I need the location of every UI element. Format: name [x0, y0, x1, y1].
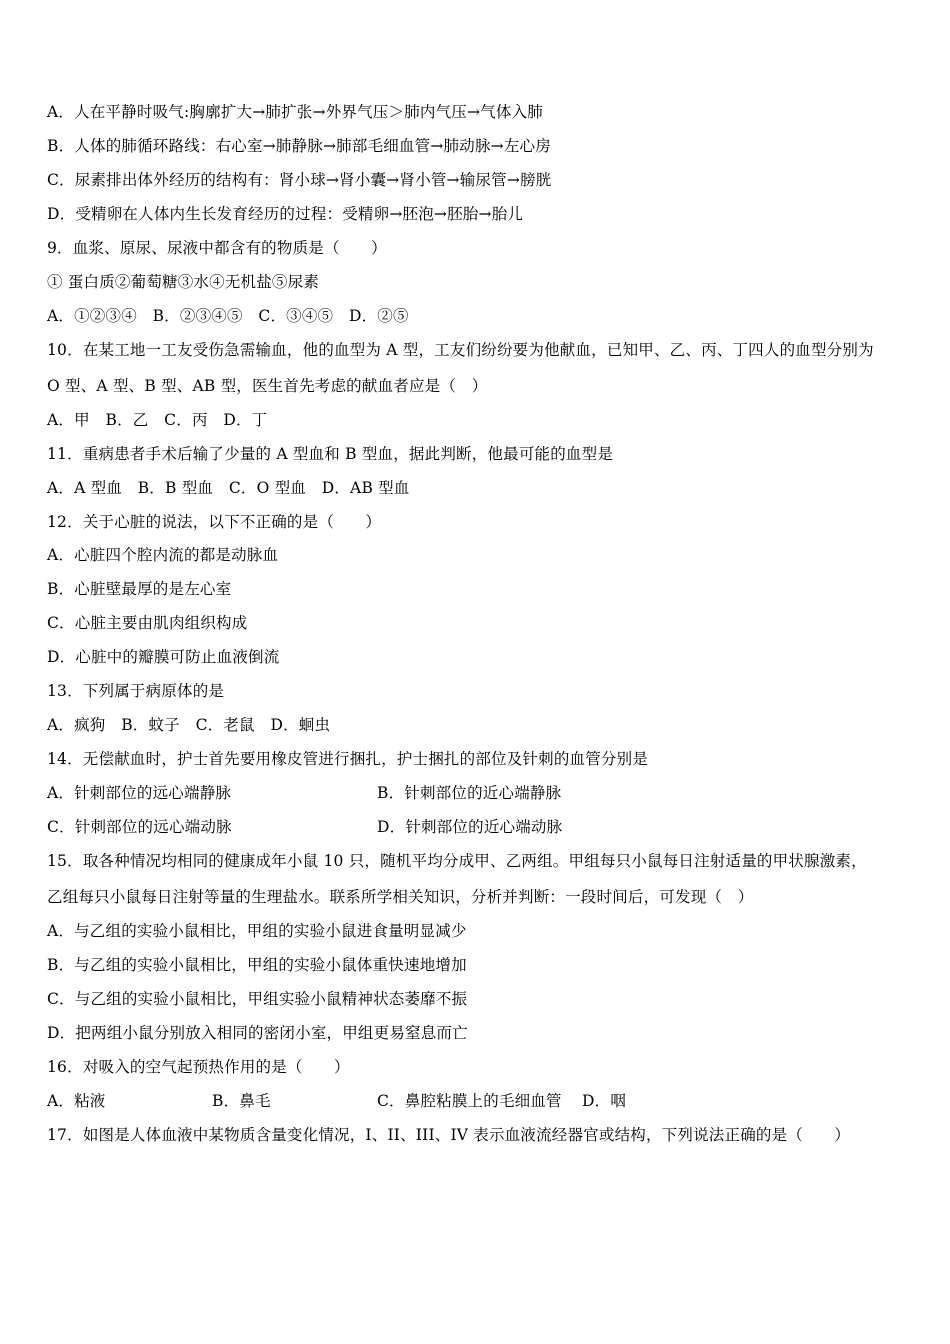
q15-option-d: D．把两组小鼠分别放入相同的密闭小室，甲组更易窒息而亡 — [47, 1024, 468, 1042]
q10-stem-line1: 10．在某工地一工友受伤急需输血，他的血型为 A 型，工友们纷纷要为他献血，已知甲、乙、丙、丁四人的血型分别为 — [47, 341, 874, 359]
q15-option-a: A．与乙组的实验小鼠相比，甲组的实验小鼠进食量明显减少 — [47, 922, 467, 940]
q11-stem: 11．重病患者手术后输了少量的 A 型血和 B 型血，据此判断，他最可能的血型是 — [47, 445, 614, 463]
q8-option-a: A．人在平静时吸气:胸廓扩大→肺扩张→外界气压＞肺内气压→气体入肺 — [47, 103, 543, 121]
q14-option-d: D．针刺部位的近心端动脉 — [377, 818, 563, 836]
q16-option-d: D．咽 — [582, 1092, 627, 1110]
q16-option-a: A．粘液 — [47, 1092, 106, 1110]
q8-option-b: B．人体的肺循环路线：右心室→肺静脉→肺部毛细血管→肺动脉→左心房 — [47, 137, 551, 155]
q17-stem: 17．如图是人体血液中某物质含量变化情况，I、II、III、IV 表示血液流经器官或结构，下列说法正确的是（ ） — [47, 1126, 851, 1144]
q15-option-b: B．与乙组的实验小鼠相比，甲组的实验小鼠体重快速地增加 — [47, 956, 467, 974]
q12-option-a: A．心脏四个腔内流的都是动脉血 — [47, 546, 279, 564]
q15-stem-line1: 15．取各种情况均相同的健康成年小鼠 10 只，随机平均分成甲、乙两组。甲组每只小鼠每日注射适量的甲状腺激素， — [47, 852, 867, 870]
q10-options: A．甲 B．乙 C．丙 D．丁 — [47, 411, 268, 429]
q9-options: A．①②③④ B．②③④⑤ C．③④⑤ D．②⑤ — [47, 307, 409, 325]
q14-option-b: B．针刺部位的近心端静脉 — [377, 784, 562, 802]
q12-option-b: B．心脏壁最厚的是左心室 — [47, 580, 232, 598]
q8-option-d: D．受精卵在人体内生长发育经历的过程：受精卵→胚泡→胚胎→胎儿 — [47, 205, 524, 223]
q12-option-c: C．心脏主要由肌肉组织构成 — [47, 614, 248, 632]
q12-option-d: D．心脏中的瓣膜可防止血液倒流 — [47, 648, 280, 666]
q16-option-b: B．鼻毛 — [212, 1092, 271, 1110]
q14-option-a: A．针刺部位的远心端静脉 — [47, 784, 232, 802]
q15-option-c: C．与乙组的实验小鼠相比，甲组实验小鼠精神状态萎靡不振 — [47, 990, 468, 1008]
q13-options: A．疯狗 B．蚊子 C．老鼠 D．蛔虫 — [47, 716, 331, 734]
q9-items: ① 蛋白质②葡萄糖③水④无机盐⑤尿素 — [47, 273, 320, 291]
q9-stem: 9．血浆、原尿、尿液中都含有的物质是（ ） — [47, 239, 387, 257]
q16-stem: 16．对吸入的空气起预热作用的是（ ） — [47, 1058, 350, 1076]
q14-stem: 14．无偿献血时，护士首先要用橡皮管进行捆扎，护士捆扎的部位及针刺的血管分别是 — [47, 750, 649, 768]
q10-stem-line2: O 型、A 型、B 型、AB 型，医生首先考虑的献血者应是（ ） — [47, 377, 488, 395]
q13-stem: 13．下列属于病原体的是 — [47, 682, 225, 700]
q14-option-c: C．针刺部位的远心端动脉 — [47, 818, 232, 836]
q15-stem-line2: 乙组每只小鼠每日注射等量的生理盐水。联系所学相关知识，分析并判断：一段时间后，可发现（ ） — [47, 888, 754, 906]
q8-option-c: C．尿素排出体外经历的结构有：肾小球→肾小囊→肾小管→输尿管→膀胱 — [47, 171, 552, 189]
q11-options: A．A 型血 B．B 型血 C．O 型血 D．AB 型血 — [47, 479, 410, 497]
q16-option-c: C．鼻腔粘膜上的毛细血管 — [377, 1092, 562, 1110]
q12-stem: 12．关于心脏的说法，以下不正确的是（ ） — [47, 513, 382, 531]
